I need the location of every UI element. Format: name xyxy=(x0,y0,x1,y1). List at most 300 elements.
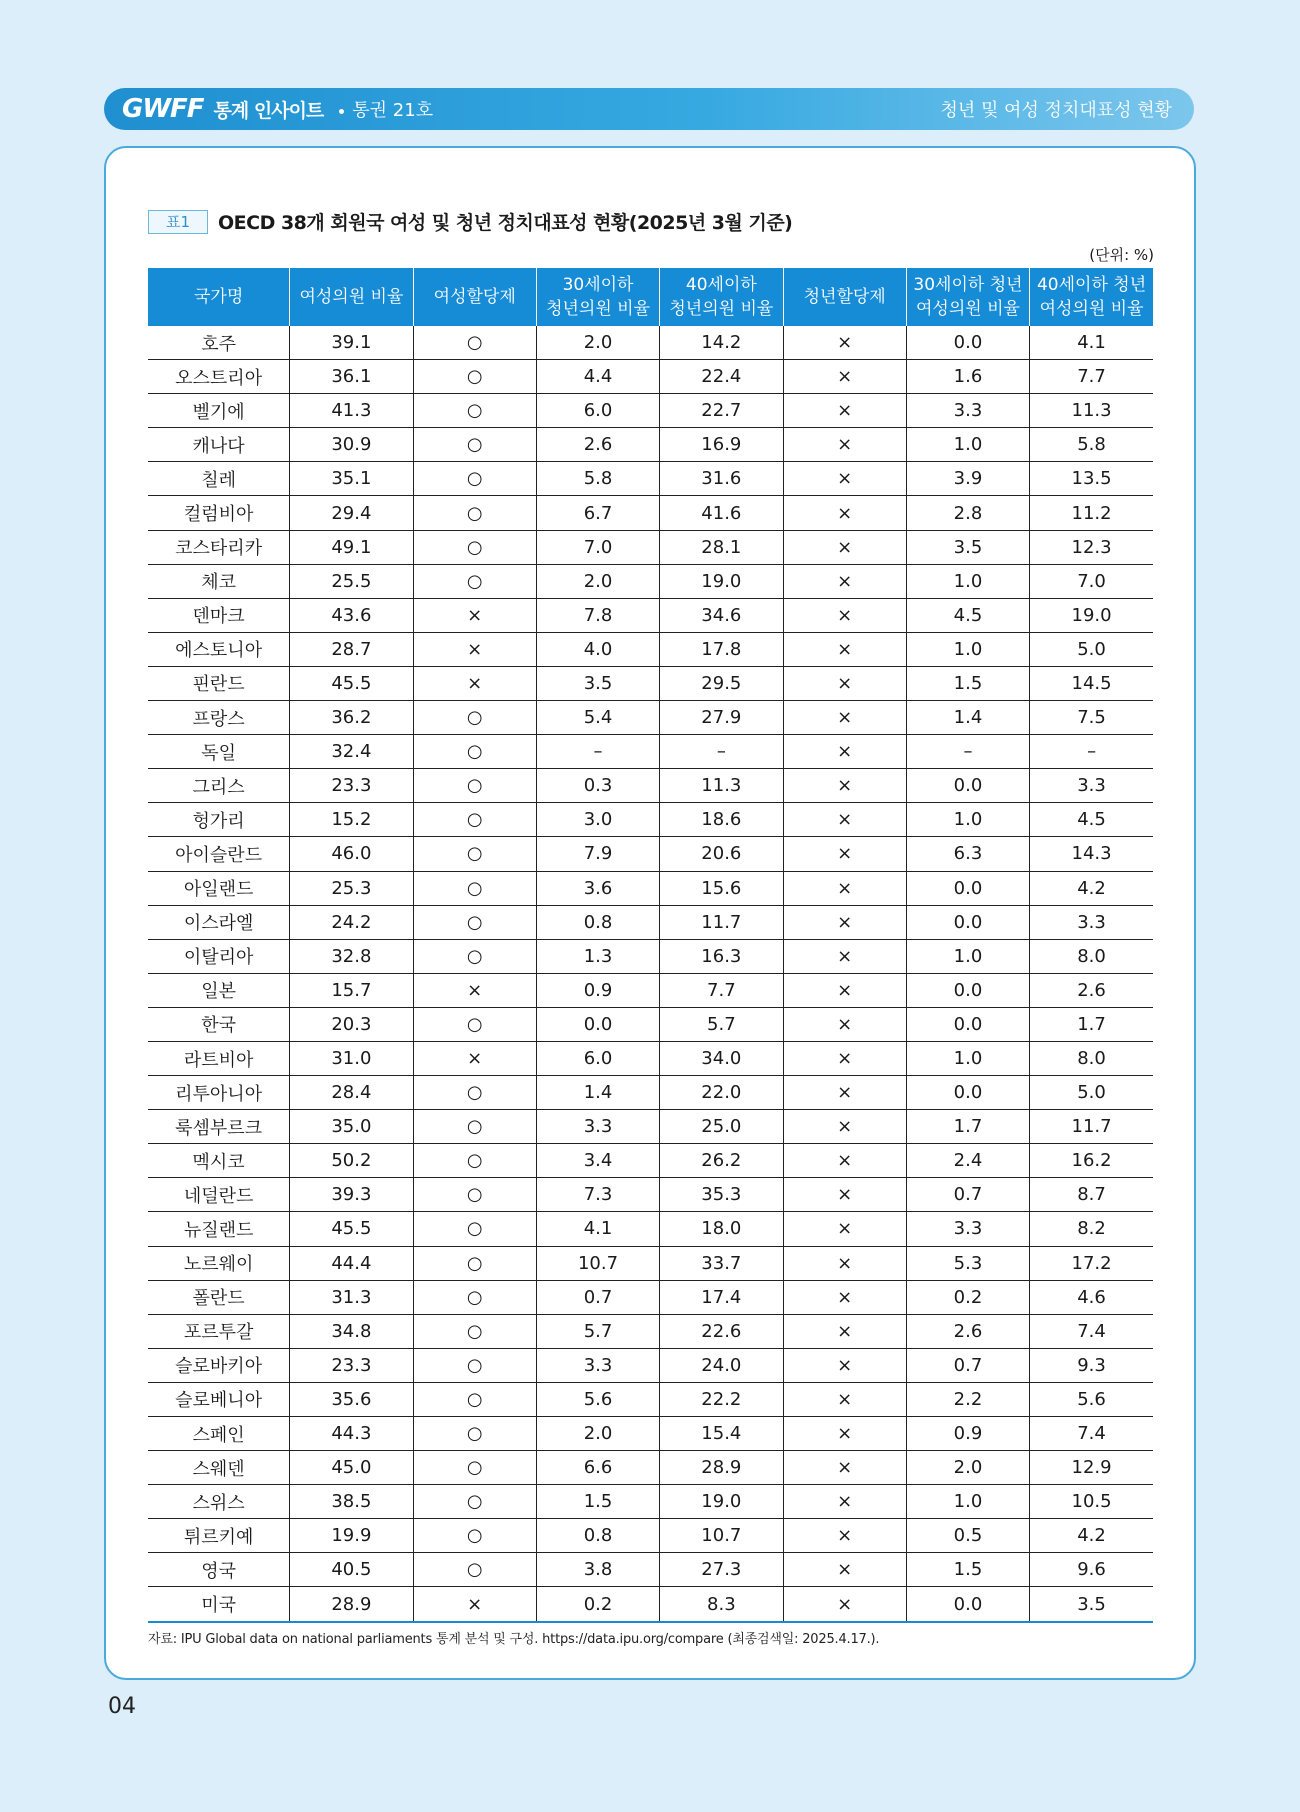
column-header: 여성의원 비율 xyxy=(290,268,413,326)
table-cell: 1.4 xyxy=(906,701,1029,735)
table-cell: 5.6 xyxy=(536,1382,659,1416)
table-cell: 22.6 xyxy=(660,1314,783,1348)
table-cell: 3.3 xyxy=(906,1212,1029,1246)
table-cell: 35.6 xyxy=(290,1382,413,1416)
country-cell: 스페인 xyxy=(148,1417,290,1451)
table-row xyxy=(148,1007,1153,1041)
table-cell: 16.3 xyxy=(660,939,783,973)
table-cell: 28.9 xyxy=(660,1451,783,1485)
table-cell: 1.5 xyxy=(906,666,1029,700)
table-cell: – xyxy=(906,735,1029,769)
table-cell: 20.3 xyxy=(290,1007,413,1041)
table-cell: ○ xyxy=(413,1144,536,1178)
table-row xyxy=(148,939,1153,973)
table-row xyxy=(148,1451,1153,1485)
table-cell: 0.8 xyxy=(536,1519,659,1553)
table-cell: 34.8 xyxy=(290,1314,413,1348)
table-cell: 5.7 xyxy=(660,1007,783,1041)
table-cell: × xyxy=(413,1041,536,1075)
table-cell: 7.0 xyxy=(536,530,659,564)
table-cell: 3.5 xyxy=(1030,1587,1153,1622)
table-cell: 1.5 xyxy=(536,1485,659,1519)
table-cell: 4.2 xyxy=(1030,1519,1153,1553)
table-cell: 6.3 xyxy=(906,837,1029,871)
table-row xyxy=(148,701,1153,735)
page-number: 04 xyxy=(108,1694,136,1719)
table-row xyxy=(148,1076,1153,1110)
table-cell: ○ xyxy=(413,428,536,462)
country-cell: 슬로바키아 xyxy=(148,1348,290,1382)
table-row xyxy=(148,1246,1153,1280)
table-cell: 28.4 xyxy=(290,1076,413,1110)
table-row xyxy=(148,1212,1153,1246)
table-cell: × xyxy=(783,1110,906,1144)
table-cell: 2.0 xyxy=(536,564,659,598)
table-cell: 4.4 xyxy=(536,360,659,394)
table-cell: 25.0 xyxy=(660,1110,783,1144)
table-cell: 1.0 xyxy=(906,1041,1029,1075)
table-cell: – xyxy=(536,735,659,769)
table-cell: 0.5 xyxy=(906,1519,1029,1553)
table-cell: × xyxy=(783,1451,906,1485)
country-cell: 이탈리아 xyxy=(148,939,290,973)
table-cell: 2.0 xyxy=(906,1451,1029,1485)
table-cell: × xyxy=(783,1246,906,1280)
table-cell: 11.3 xyxy=(660,769,783,803)
country-cell: 벨기에 xyxy=(148,394,290,428)
table-cell: 46.0 xyxy=(290,837,413,871)
table-cell: × xyxy=(413,973,536,1007)
table-cell: 36.1 xyxy=(290,360,413,394)
table-cell: × xyxy=(783,1041,906,1075)
table-cell: 0.3 xyxy=(536,769,659,803)
issue-label xyxy=(339,96,433,122)
table-cell: 0.0 xyxy=(906,326,1029,360)
table-cell: 34.6 xyxy=(660,598,783,632)
table-cell: 11.7 xyxy=(660,905,783,939)
table-cell: 33.7 xyxy=(660,1246,783,1280)
table-cell: 29.5 xyxy=(660,666,783,700)
country-cell: 포르투갈 xyxy=(148,1314,290,1348)
table-cell: 45.0 xyxy=(290,1451,413,1485)
table-cell: 3.8 xyxy=(536,1553,659,1587)
table-cell: × xyxy=(783,1485,906,1519)
table-row xyxy=(148,394,1153,428)
table-cell: 16.2 xyxy=(1030,1144,1153,1178)
country-cell: 영국 xyxy=(148,1553,290,1587)
table-cell: 1.0 xyxy=(906,428,1029,462)
table-row xyxy=(148,837,1153,871)
table-cell: 20.6 xyxy=(660,837,783,871)
table-cell: 0.7 xyxy=(906,1348,1029,1382)
table-row xyxy=(148,1553,1153,1587)
table-cell: 7.8 xyxy=(536,598,659,632)
table-cell: × xyxy=(783,1553,906,1587)
table-row xyxy=(148,1587,1153,1622)
country-cell: 헝가리 xyxy=(148,803,290,837)
table-cell: ○ xyxy=(413,1246,536,1280)
table-cell: ○ xyxy=(413,564,536,598)
table-tag: 표1 xyxy=(148,210,208,234)
country-cell: 핀란드 xyxy=(148,666,290,700)
country-cell: 덴마크 xyxy=(148,598,290,632)
table-cell: 4.5 xyxy=(906,598,1029,632)
table-cell: 7.5 xyxy=(1030,701,1153,735)
table-cell: × xyxy=(783,360,906,394)
table-cell: × xyxy=(783,939,906,973)
table-cell: 0.2 xyxy=(536,1587,659,1622)
country-cell: 튀르키예 xyxy=(148,1519,290,1553)
table-header-row xyxy=(148,268,1153,326)
table-cell: 4.1 xyxy=(1030,326,1153,360)
table-cell: 5.6 xyxy=(1030,1382,1153,1416)
table-cell: × xyxy=(783,1076,906,1110)
table-cell: 31.3 xyxy=(290,1280,413,1314)
table-cell: 2.6 xyxy=(1030,973,1153,1007)
table-row xyxy=(148,1382,1153,1416)
table-cell: 26.2 xyxy=(660,1144,783,1178)
table-cell: × xyxy=(783,1007,906,1041)
table-cell: 32.4 xyxy=(290,735,413,769)
table-cell: ○ xyxy=(413,837,536,871)
table-row xyxy=(148,598,1153,632)
table-cell: × xyxy=(783,1417,906,1451)
table-row xyxy=(148,1348,1153,1382)
table-cell: 3.3 xyxy=(1030,769,1153,803)
table-cell: × xyxy=(783,428,906,462)
table-cell: 43.6 xyxy=(290,598,413,632)
country-cell: 코스타리카 xyxy=(148,530,290,564)
table-row xyxy=(148,735,1153,769)
country-cell: 뉴질랜드 xyxy=(148,1212,290,1246)
table-cell: 1.7 xyxy=(1030,1007,1153,1041)
table-cell: 3.3 xyxy=(1030,905,1153,939)
table-cell: 0.0 xyxy=(906,905,1029,939)
table-cell: ○ xyxy=(413,1212,536,1246)
table-cell: 39.3 xyxy=(290,1178,413,1212)
table-cell: 5.4 xyxy=(536,701,659,735)
table-cell: ○ xyxy=(413,1110,536,1144)
table-cell: 3.4 xyxy=(536,1144,659,1178)
column-header: 40세이하 청년의원 비율 xyxy=(660,268,783,326)
header-title: 청년 및 여성 정치대표성 현황 xyxy=(940,100,1172,121)
table-row xyxy=(148,769,1153,803)
table-cell: 1.5 xyxy=(906,1553,1029,1587)
table-cell: 0.9 xyxy=(536,973,659,1007)
table-cell: 38.5 xyxy=(290,1485,413,1519)
country-cell: 에스토니아 xyxy=(148,632,290,666)
table-cell: 1.0 xyxy=(906,564,1029,598)
table-cell: 1.4 xyxy=(536,1076,659,1110)
table-cell: 0.0 xyxy=(906,1007,1029,1041)
table-cell: 5.0 xyxy=(1030,1076,1153,1110)
table-cell: 45.5 xyxy=(290,666,413,700)
table-cell: ○ xyxy=(413,1417,536,1451)
table-cell: × xyxy=(783,496,906,530)
table-cell: 32.8 xyxy=(290,939,413,973)
table-cell: ○ xyxy=(413,496,536,530)
table-cell: 50.2 xyxy=(290,1144,413,1178)
brand-logo: GWFF xyxy=(122,94,204,124)
unit-label: (단위: %) xyxy=(1089,246,1154,264)
table-cell: 13.5 xyxy=(1030,462,1153,496)
table-row xyxy=(148,1519,1153,1553)
table-cell: 25.3 xyxy=(290,871,413,905)
table-cell: 4.2 xyxy=(1030,871,1153,905)
table-caption xyxy=(148,208,792,235)
table-cell: – xyxy=(1030,735,1153,769)
table-cell: ○ xyxy=(413,1485,536,1519)
table-cell: 7.4 xyxy=(1030,1314,1153,1348)
table-cell: 5.0 xyxy=(1030,632,1153,666)
table-cell: ○ xyxy=(413,1382,536,1416)
table-cell: 35.1 xyxy=(290,462,413,496)
table-cell: × xyxy=(783,598,906,632)
table-cell: 49.1 xyxy=(290,530,413,564)
table-cell: 9.6 xyxy=(1030,1553,1153,1587)
table-cell: ○ xyxy=(413,462,536,496)
table-cell: 12.3 xyxy=(1030,530,1153,564)
table-cell: 8.2 xyxy=(1030,1212,1153,1246)
table-cell: × xyxy=(413,666,536,700)
table-cell: × xyxy=(783,735,906,769)
table-row xyxy=(148,1110,1153,1144)
table-cell: × xyxy=(783,632,906,666)
table-cell: 44.4 xyxy=(290,1246,413,1280)
table-cell: 6.0 xyxy=(536,1041,659,1075)
country-cell: 노르웨이 xyxy=(148,1246,290,1280)
table-cell: 10.7 xyxy=(660,1519,783,1553)
table-row xyxy=(148,360,1153,394)
table-cell: 27.9 xyxy=(660,701,783,735)
table-cell: 2.6 xyxy=(906,1314,1029,1348)
table-cell: 45.5 xyxy=(290,1212,413,1246)
table-cell: 0.2 xyxy=(906,1280,1029,1314)
table-cell: ○ xyxy=(413,1519,536,1553)
table-cell: 4.1 xyxy=(536,1212,659,1246)
table-cell: 1.3 xyxy=(536,939,659,973)
table-cell: × xyxy=(783,462,906,496)
table-cell: 36.2 xyxy=(290,701,413,735)
table-cell: 0.0 xyxy=(906,769,1029,803)
table-cell: 0.0 xyxy=(536,1007,659,1041)
table-cell: 35.0 xyxy=(290,1110,413,1144)
table-cell: × xyxy=(783,1144,906,1178)
country-cell: 호주 xyxy=(148,326,290,360)
table-cell: 5.8 xyxy=(1030,428,1153,462)
table-cell: 1.0 xyxy=(906,803,1029,837)
table-cell: 9.3 xyxy=(1030,1348,1153,1382)
table-cell: 3.3 xyxy=(536,1110,659,1144)
table-cell: 15.6 xyxy=(660,871,783,905)
table-cell: × xyxy=(783,1587,906,1622)
table-cell: 0.0 xyxy=(906,1076,1029,1110)
column-header: 청년할당제 xyxy=(783,268,906,326)
table-cell: 39.1 xyxy=(290,326,413,360)
issue-text: 통권 21호 xyxy=(352,100,434,121)
table-cell: ○ xyxy=(413,871,536,905)
table-cell: 35.3 xyxy=(660,1178,783,1212)
table-cell: 5.7 xyxy=(536,1314,659,1348)
table-cell: ○ xyxy=(413,1178,536,1212)
table-cell: 22.0 xyxy=(660,1076,783,1110)
table-cell: 17.4 xyxy=(660,1280,783,1314)
table-cell: 19.9 xyxy=(290,1519,413,1553)
column-header: 국가명 xyxy=(148,268,290,326)
table-cell: 14.5 xyxy=(1030,666,1153,700)
table-cell: ○ xyxy=(413,735,536,769)
country-cell: 프랑스 xyxy=(148,701,290,735)
table-cell: 3.5 xyxy=(536,666,659,700)
country-cell: 이스라엘 xyxy=(148,905,290,939)
table-cell: 7.3 xyxy=(536,1178,659,1212)
table-cell: 0.7 xyxy=(536,1280,659,1314)
table-cell: × xyxy=(783,837,906,871)
table-cell: 2.8 xyxy=(906,496,1029,530)
table-cell: 8.0 xyxy=(1030,1041,1153,1075)
country-cell: 그리스 xyxy=(148,769,290,803)
table-cell: 28.9 xyxy=(290,1587,413,1622)
table-row xyxy=(148,973,1153,1007)
table-cell: 29.4 xyxy=(290,496,413,530)
content-panel xyxy=(104,146,1196,1680)
table-cell: × xyxy=(413,1587,536,1622)
table-cell: 0.0 xyxy=(906,1587,1029,1622)
table-cell: 19.0 xyxy=(1030,598,1153,632)
table-cell: × xyxy=(783,394,906,428)
table-cell: ○ xyxy=(413,803,536,837)
table-cell: 17.8 xyxy=(660,632,783,666)
table-cell: 31.6 xyxy=(660,462,783,496)
table-cell: ○ xyxy=(413,326,536,360)
table-cell: ○ xyxy=(413,905,536,939)
table-cell: 0.0 xyxy=(906,871,1029,905)
table-row xyxy=(148,428,1153,462)
country-cell: 한국 xyxy=(148,1007,290,1041)
table-cell: 15.4 xyxy=(660,1417,783,1451)
header-bar xyxy=(104,88,1194,130)
table-cell: 0.0 xyxy=(906,973,1029,1007)
table-cell: × xyxy=(783,973,906,1007)
country-cell: 폴란드 xyxy=(148,1280,290,1314)
table-cell: 2.0 xyxy=(536,326,659,360)
table-cell: 7.7 xyxy=(660,973,783,1007)
table-cell: ○ xyxy=(413,1007,536,1041)
country-cell: 독일 xyxy=(148,735,290,769)
country-cell: 스웨덴 xyxy=(148,1451,290,1485)
table-cell: × xyxy=(783,1519,906,1553)
country-cell: 오스트리아 xyxy=(148,360,290,394)
country-cell: 컬럼비아 xyxy=(148,496,290,530)
table-cell: 3.0 xyxy=(536,803,659,837)
table-cell: 2.2 xyxy=(906,1382,1029,1416)
table-cell: 11.3 xyxy=(1030,394,1153,428)
column-header: 여성할당제 xyxy=(413,268,536,326)
table-cell: × xyxy=(783,769,906,803)
table-cell: ○ xyxy=(413,360,536,394)
table-cell: 19.0 xyxy=(660,564,783,598)
table-cell: 15.7 xyxy=(290,973,413,1007)
table-cell: ○ xyxy=(413,1076,536,1110)
country-cell: 칠레 xyxy=(148,462,290,496)
country-cell: 라트비아 xyxy=(148,1041,290,1075)
table-row xyxy=(148,326,1153,360)
table-cell: 14.3 xyxy=(1030,837,1153,871)
table-cell: 15.2 xyxy=(290,803,413,837)
country-cell: 아일랜드 xyxy=(148,871,290,905)
country-cell: 캐나다 xyxy=(148,428,290,462)
table-cell: 28.1 xyxy=(660,530,783,564)
country-cell: 일본 xyxy=(148,973,290,1007)
table-row xyxy=(148,1144,1153,1178)
table-cell: 3.5 xyxy=(906,530,1029,564)
country-cell: 룩셈부르크 xyxy=(148,1110,290,1144)
table-row xyxy=(148,462,1153,496)
table-cell: × xyxy=(783,1348,906,1382)
country-cell: 리투아니아 xyxy=(148,1076,290,1110)
table-cell: × xyxy=(783,871,906,905)
table-row xyxy=(148,1280,1153,1314)
table-body xyxy=(148,326,1153,1622)
column-header: 30세이하 청년 여성의원 비율 xyxy=(906,268,1029,326)
table-cell: 41.6 xyxy=(660,496,783,530)
table-cell: × xyxy=(783,1280,906,1314)
table-row xyxy=(148,1178,1153,1212)
country-cell: 아이슬란드 xyxy=(148,837,290,871)
table-cell: 5.3 xyxy=(906,1246,1029,1280)
table-cell: 11.7 xyxy=(1030,1110,1153,1144)
table-cell: 10.5 xyxy=(1030,1485,1153,1519)
table-cell: 7.4 xyxy=(1030,1417,1153,1451)
table-row xyxy=(148,803,1153,837)
table-cell: 1.0 xyxy=(906,1485,1029,1519)
table-cell: 40.5 xyxy=(290,1553,413,1587)
table-cell: ○ xyxy=(413,1553,536,1587)
table-cell: × xyxy=(783,1178,906,1212)
table-cell: 4.0 xyxy=(536,632,659,666)
table-cell: 5.8 xyxy=(536,462,659,496)
table-cell: 3.3 xyxy=(906,394,1029,428)
table-cell: × xyxy=(783,1314,906,1348)
table-cell: 25.5 xyxy=(290,564,413,598)
table-cell: 11.2 xyxy=(1030,496,1153,530)
country-cell: 스위스 xyxy=(148,1485,290,1519)
table-cell: 1.7 xyxy=(906,1110,1029,1144)
table-cell: 23.3 xyxy=(290,1348,413,1382)
table-cell: 7.0 xyxy=(1030,564,1153,598)
table-cell: 24.2 xyxy=(290,905,413,939)
table-cell: 8.0 xyxy=(1030,939,1153,973)
country-cell: 미국 xyxy=(148,1587,290,1622)
source-note: 자료: IPU Global data on national parliaments 통계 분석 및 구성. https://data.ipu.org/compare (최종검색일: 2025.4.17.). xyxy=(148,1632,880,1647)
table-cell: 6.7 xyxy=(536,496,659,530)
table-cell: 1.6 xyxy=(906,360,1029,394)
table-row xyxy=(148,632,1153,666)
country-cell: 슬로베니아 xyxy=(148,1382,290,1416)
table-row xyxy=(148,1417,1153,1451)
bullet-icon xyxy=(339,109,344,114)
table-cell: × xyxy=(783,905,906,939)
table-cell: 22.2 xyxy=(660,1382,783,1416)
country-cell: 네덜란드 xyxy=(148,1178,290,1212)
table-row xyxy=(148,1314,1153,1348)
table-cell: 23.3 xyxy=(290,769,413,803)
table-cell: 18.6 xyxy=(660,803,783,837)
table-cell: × xyxy=(783,326,906,360)
column-header: 40세이하 청년 여성의원 비율 xyxy=(1030,268,1153,326)
table-cell: × xyxy=(783,530,906,564)
table-cell: × xyxy=(783,666,906,700)
